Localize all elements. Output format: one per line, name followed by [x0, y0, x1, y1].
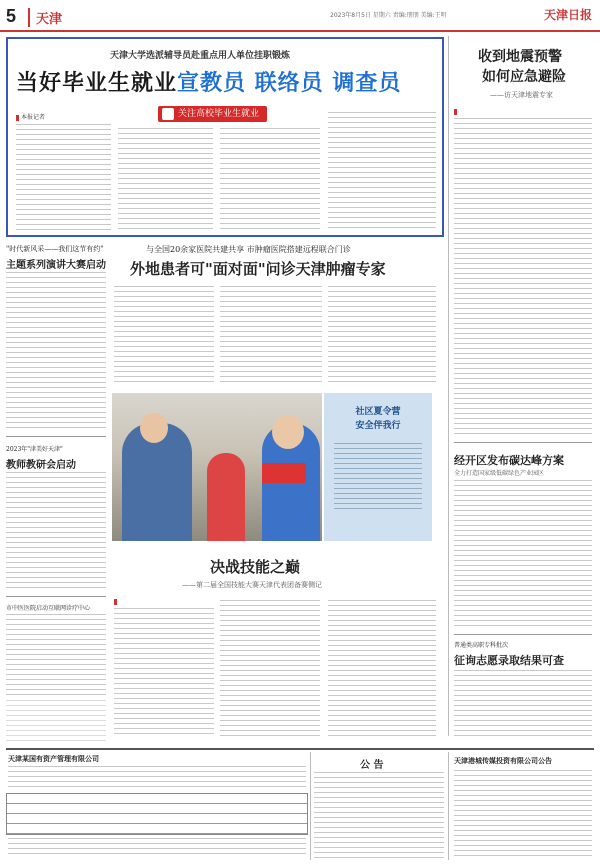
notice-left-title: 天津某国有资产管理有限公司 — [8, 755, 99, 763]
feature-text-col-3 — [328, 600, 436, 738]
caption-title-1: 社区夏令营 — [355, 407, 401, 417]
center-text-col-2 — [220, 286, 322, 386]
lead-text-col-3 — [220, 128, 320, 232]
right-story-1-subtitle: ——访天津地震专家 — [490, 91, 553, 99]
caption-title-2: 安全伴我行 — [355, 421, 401, 431]
section-label: 天津 — [28, 8, 62, 27]
page-number: 5 — [6, 6, 17, 26]
lead-text-col-4 — [328, 112, 436, 232]
right-story-3-title: 征询志愿录取结果可查 — [454, 654, 564, 667]
headline-black-part: 当好毕业生就业 — [16, 71, 178, 96]
notice-center-text — [314, 772, 444, 858]
center-kicker: 与全国20余家医院共建共享 市肿瘤医院搭建远程联合门诊 — [146, 245, 351, 254]
lead-headline — [16, 66, 401, 97]
photo-caption-box — [324, 393, 432, 541]
feature-byline — [114, 598, 119, 605]
byline-marker-icon — [16, 115, 19, 121]
lead-kicker: 天津大学选派辅导员赴重点用人单位挂职锻炼 — [110, 51, 291, 61]
lead-byline: 本报记者 — [16, 112, 45, 121]
caption-text — [334, 443, 422, 513]
topic-tag-label: 关注高校毕业生就业 — [178, 109, 260, 119]
notice-left-text — [8, 766, 306, 790]
right-story-3-text — [454, 670, 592, 736]
left-notice-strip — [6, 700, 106, 742]
right-story-2-title: 经开区发布碳达峰方案 — [454, 454, 564, 467]
center-text-col-1 — [114, 286, 214, 386]
left-story-4-text — [6, 614, 106, 696]
masthead-logo: 天津日报 — [543, 8, 592, 22]
byline-marker-icon — [114, 599, 117, 605]
left-story-4-title: 市中医医院启动互联网诊疗中心 — [6, 605, 91, 612]
notice-center-title: 公 告 — [360, 760, 384, 771]
left-story-3-text — [6, 472, 106, 592]
lead-text-col-2 — [118, 128, 213, 232]
right-story-3-kicker: 普通类高职专科批次 — [454, 642, 509, 649]
center-headline: 外地患者可"面对面"问诊天津肿瘤专家 — [130, 260, 386, 278]
left-mid-kicker: "时代新风采——我们这节有约" — [6, 245, 104, 253]
tag-icon — [162, 108, 174, 120]
left-story-3-title: 教师教研会启动 — [6, 460, 76, 471]
right-story-1-text — [454, 118, 592, 436]
byline-marker-icon — [454, 109, 457, 115]
column-divider — [448, 36, 449, 736]
lead-text-col-1 — [16, 124, 111, 232]
notice-right-text — [454, 770, 592, 858]
notice-divider-1 — [310, 752, 311, 860]
notice-divider-2 — [448, 752, 449, 860]
left-divider-1 — [6, 436, 106, 437]
topic-tag — [158, 106, 267, 122]
left-story-3-kicker: 2023年"津美好天津" — [6, 446, 63, 453]
right-story-2-subtitle: 全力打造国家级低碳绿色产业园区 — [454, 470, 545, 477]
feature-text-col-2 — [220, 600, 320, 738]
right-divider-2 — [454, 634, 592, 635]
notice-table — [6, 793, 308, 835]
notice-right-title: 天津港城传媒投资有限公司公告 — [454, 757, 552, 765]
right-story-1-title-1: 收到地震预警 — [478, 49, 562, 65]
feature-text-col-1 — [114, 608, 214, 738]
left-mid-title: 主题系列演讲大赛启动 — [6, 260, 106, 271]
headline-blue-part: 宣教员 联络员 调查员 — [177, 71, 402, 96]
right-story-1-title-2: 如何应急避险 — [482, 69, 566, 85]
notice-rule — [6, 748, 594, 750]
left-mid-text — [6, 272, 106, 432]
right-divider-1 — [454, 442, 592, 443]
news-photo — [112, 393, 322, 541]
notice-left-footer — [8, 838, 306, 856]
feature-subtitle: ——第二届全国技能大赛天津代表团备赛侧记 — [182, 581, 322, 589]
right-byline — [454, 108, 459, 115]
right-story-2-text — [454, 480, 592, 630]
date-info: 2023年8月5日 星期六 责编:朋朋 美编:王明 — [330, 12, 447, 19]
page-header — [0, 0, 600, 32]
center-text-col-3 — [328, 286, 436, 386]
left-divider-2 — [6, 596, 106, 597]
feature-headline: 决战技能之巅 — [210, 558, 301, 576]
